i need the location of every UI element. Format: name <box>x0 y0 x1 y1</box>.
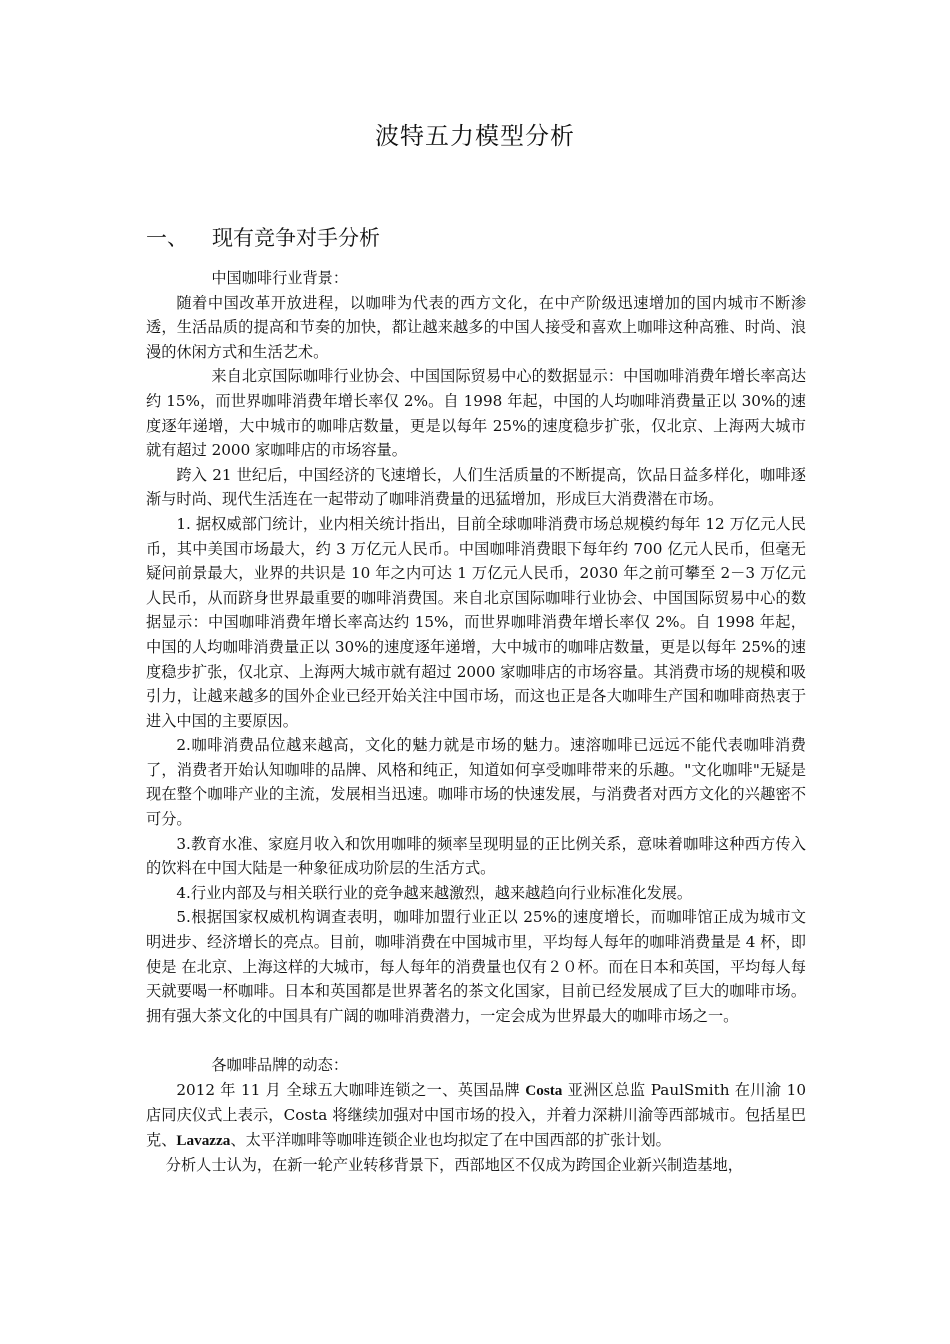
spacer <box>146 1028 806 1053</box>
list-item: 5.根据国家权威机构调查表明，咖啡加盟行业正以 25%的速度增长，而咖啡馆正成为城市文明进步、经济增长的亮点。目前，咖啡消费在中国城市里，平均每人每年的咖啡消费量是 4 杯，即使是 在北京、上海这样的大城市，每人每年的消费量也仅有２０杯。而在日本和英国，平均每人每天就要喝一杯咖啡。日本和英国都是世界著名的茶文化国家，目前已经发展成了巨大的咖啡市场。拥有强大茶文化的中国具有广阔的咖啡消费潜力，一定会成为世界最大的咖啡市场之一。 <box>146 908 806 1025</box>
brand-costa: Costa <box>525 1081 563 1099</box>
paragraph: 来自北京国际咖啡行业协会、中国国际贸易中心的数据显示：中国咖啡消费年增长率高达约 15%，而世界咖啡消费年增长率仅 2%。自 1998 年起，中国的人均咖啡消费量正以 30%的速度逐年递增，大中城市的咖啡店数量，更是以每年 25%的速度稳步扩张，仅北京、上海两大城市就有超过 2000 家咖啡店的市场容量。 <box>146 367 806 460</box>
brands-label: 各咖啡品牌的动态： <box>211 1056 349 1074</box>
document-body <box>146 266 806 1178</box>
brand-lavazza: Lavazza <box>176 1131 231 1149</box>
section-heading <box>146 222 380 252</box>
text-run: 2012 年 11 月 全球五大咖啡连锁之一、英国品牌 <box>176 1080 526 1099</box>
document-title: 波特五力模型分析 <box>375 122 575 150</box>
list-item: 2.咖啡消费品位越来越高，文化的魅力就是市场的魅力。速溶咖啡已远远不能代表咖啡消费了，消费者开始认知咖啡的品牌、风格和纯正，知道如何享受咖啡带来的乐趣。"文化咖啡"无疑是现在整个咖啡产业的主流，发展相当迅速。咖啡市场的快速发展，与消费者对西方文化的兴趣密不可分。 <box>146 736 806 829</box>
section-number: 一、 <box>146 226 188 250</box>
paragraph <box>146 1078 806 1154</box>
list-item: 4.行业内部及与相关联行业的竞争越来越激烈，越来越趋向行业标准化发展。 <box>176 883 693 902</box>
text-run: 、太平洋咖啡等咖啡连锁企业也均拟定了在中国西部的扩张计划。 <box>230 1130 671 1149</box>
paragraph: 随着中国改革开放进程，以咖啡为代表的西方文化，在中产阶级迅速增加的国内城市不断渗透，生活品质的提高和节奏的加快，都让越来越多的中国人接受和喜欢上咖啡这种高雅、时尚、浪漫的休闲方式和生活艺术。 <box>146 293 806 361</box>
paragraph: 跨入 21 世纪后，中国经济的飞速增长，人们生活质量的不断提高，饮品日益多样化，咖啡逐渐与时尚、现代生活连在一起带动了咖啡消费量的迅猛增加，形成巨大消费潜在市场。 <box>146 465 806 509</box>
list-item: 1. 据权威部门统计，业内相关统计指出，目前全球咖啡消费市场总规模约每年 12 万亿元人民币，其中美国市场最大，约 3 万亿元人民币。中国咖啡消费眼下每年约 700 亿元人民币，但毫无疑问前景最大，业界的共识是 10 年之内可达 1 万亿元人民币，2030 年之前可攀至 2－3 万亿元人民币，从而跻身世界最重要的咖啡消费国。来自北京国际咖啡行业协会、中国国际贸易中心的数据显示：中国咖啡消费年增长率高达约 15%，而世界咖啡消费年增长率仅 2%。自 1998 年起，中国的人均咖啡消费量正以 30%的速度逐年递增，大中城市的咖啡店数量，更是以每年 25%的速度稳步扩张，仅北京、上海两大城市就有超过 2000 家咖啡店的市场容量。其消费市场的规模和吸引力，让越来越多的国外企业已经开始关注中国市场，而这也正是各大咖啡生产国和咖啡商热衷于进入中国的主要原因。 <box>146 514 806 730</box>
section-title: 现有竞争对手分析 <box>212 226 380 250</box>
list-item: 3.教育水准、家庭月收入和饮用咖啡的频率呈现明显的正比例关系，意味着咖啡这种西方传入的饮料在中国大陆是一种象征成功阶层的生活方式。 <box>146 834 806 878</box>
text-run: 亚洲区总监 PaulSmith 在川渝 10 店同庆仪式上表示，Costa 将继续加强对中国市场的投入，并着力深耕川渝等西部城市。包括星巴克、 <box>146 1080 806 1149</box>
background-label: 中国咖啡行业背景： <box>211 269 349 287</box>
paragraph: 分析人士认为，在新一轮产业转移背景下，西部地区不仅成为跨国企业新兴制造基地， <box>165 1156 743 1175</box>
